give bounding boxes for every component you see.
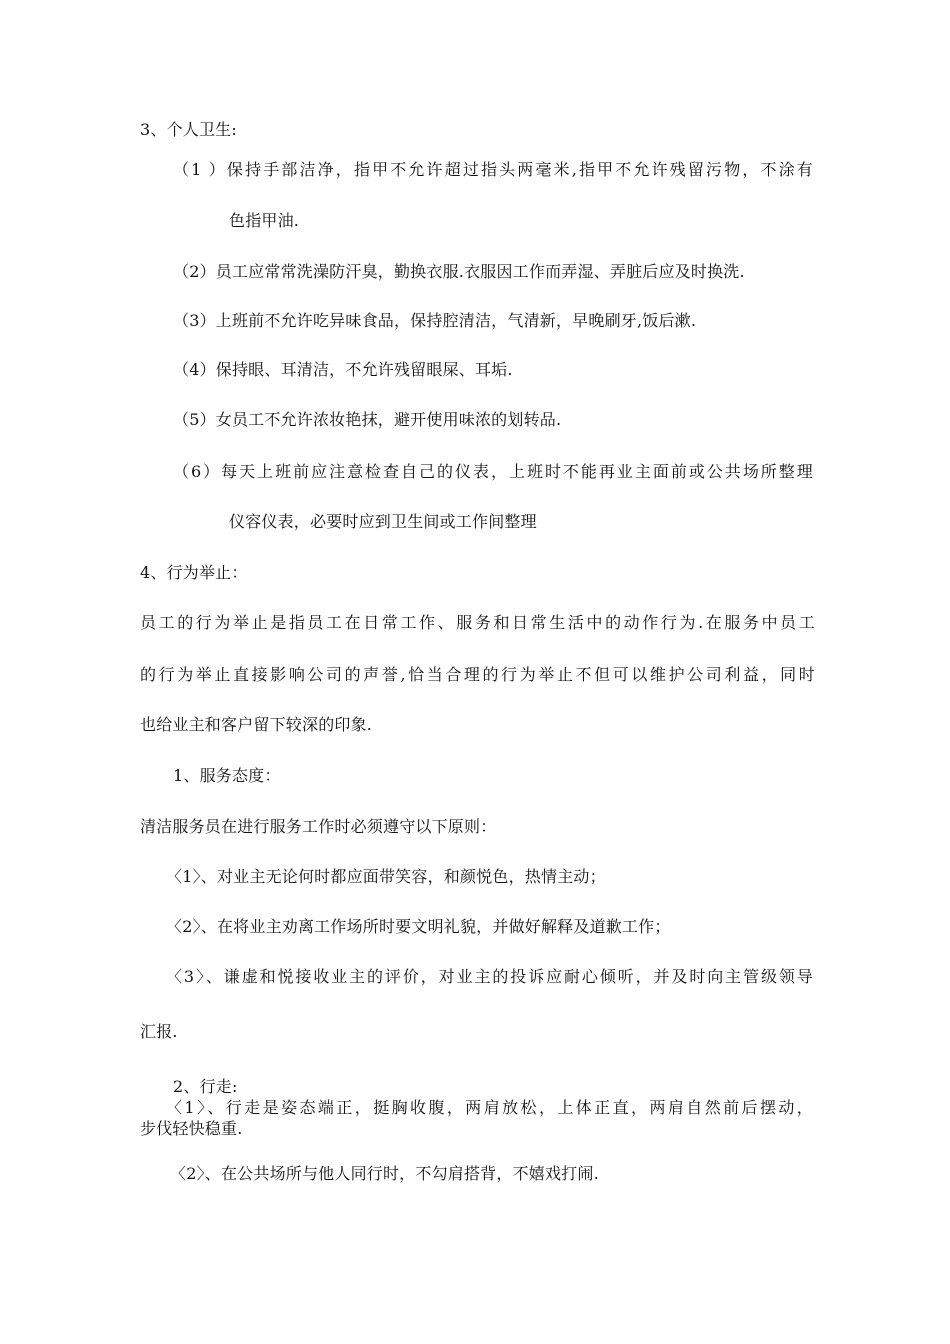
sub-1-item-2: 〈2〉、在将业主劝离工作场所时要文明礼貌，并做好解释及道歉工作； (166, 917, 671, 936)
section-4-intro-line-3: 也给业主和客户留下较深的印象. (140, 715, 373, 734)
section-3-item-1: （1 ）保持手部洁净，指甲不允许超过指头两毫米,指甲不允许残留污物，不涂有 (173, 160, 813, 179)
sub-2-heading: 2、行走: (173, 1077, 238, 1096)
section-3-item-3: （3）上班前不允许吃异味食品，保持腔清洁，气清新，早晚刷牙,饭后漱. (173, 311, 697, 330)
sub-1-item-3-continued: 汇报. (140, 1022, 178, 1041)
section-3-item-1-continued: 色指甲油. (229, 211, 300, 230)
section-4-intro-line-2: 的行为举止直接影响公司的声誉,恰当合理的行为举止不但可以维护公司利益，同时 (140, 665, 815, 684)
sub-1-item-3: 〈3〉、谦虚和悦接收业主的评价，对业主的投诉应耐心倾听，并及时向主管级领导 (166, 967, 813, 986)
section-4-intro-line-1: 员工的行为举止是指员工在日常工作、服务和日常生活中的动作行为.在服务中员工 (140, 613, 815, 632)
section-4-heading: 4、行为举止： (140, 563, 248, 582)
section-3-item-4: （4）保持眼、耳清洁，不允许残留眼屎、耳垢. (173, 360, 513, 379)
sub-2-item-1: 〈1〉、行走是姿态端正，挺胸收腹，两肩放松，上体正直，两肩自然前后摆动， (166, 1098, 813, 1117)
sub-2-item-1-continued: 步伐轻快稳重. (140, 1119, 243, 1138)
sub-1-item-1: 〈1〉、对业主无论何时都应面带笑容，和颜悦色，热情主动； (166, 867, 606, 886)
section-3-item-6: （6）每天上班前应注意检查自己的仪表，上班时不能再业主面前或公共场所整理 (173, 462, 813, 481)
section-3-item-6-continued: 仪容仪表，必要时应到卫生间或工作间整理 (229, 512, 537, 531)
sub-1-intro: 清洁服务员在进行服务工作时必须遵守以下原则： (140, 817, 497, 836)
sub-2-item-2: 〈2〉、在公共场所与他人同行时，不勾肩搭背，不嬉戏打闹. (170, 1164, 599, 1183)
sub-1-heading: 1、服务态度： (173, 766, 281, 785)
section-3-item-5: （5）女员工不允许浓妆艳抹，避开使用味浓的划转品. (173, 410, 562, 429)
section-3-heading: 3、个人卫生: (140, 120, 237, 139)
section-3-item-2: （2）员工应常常洗澡防汗臭，勤换衣服.衣服因工作而弄湿、弄脏后应及时换洗. (173, 262, 745, 281)
